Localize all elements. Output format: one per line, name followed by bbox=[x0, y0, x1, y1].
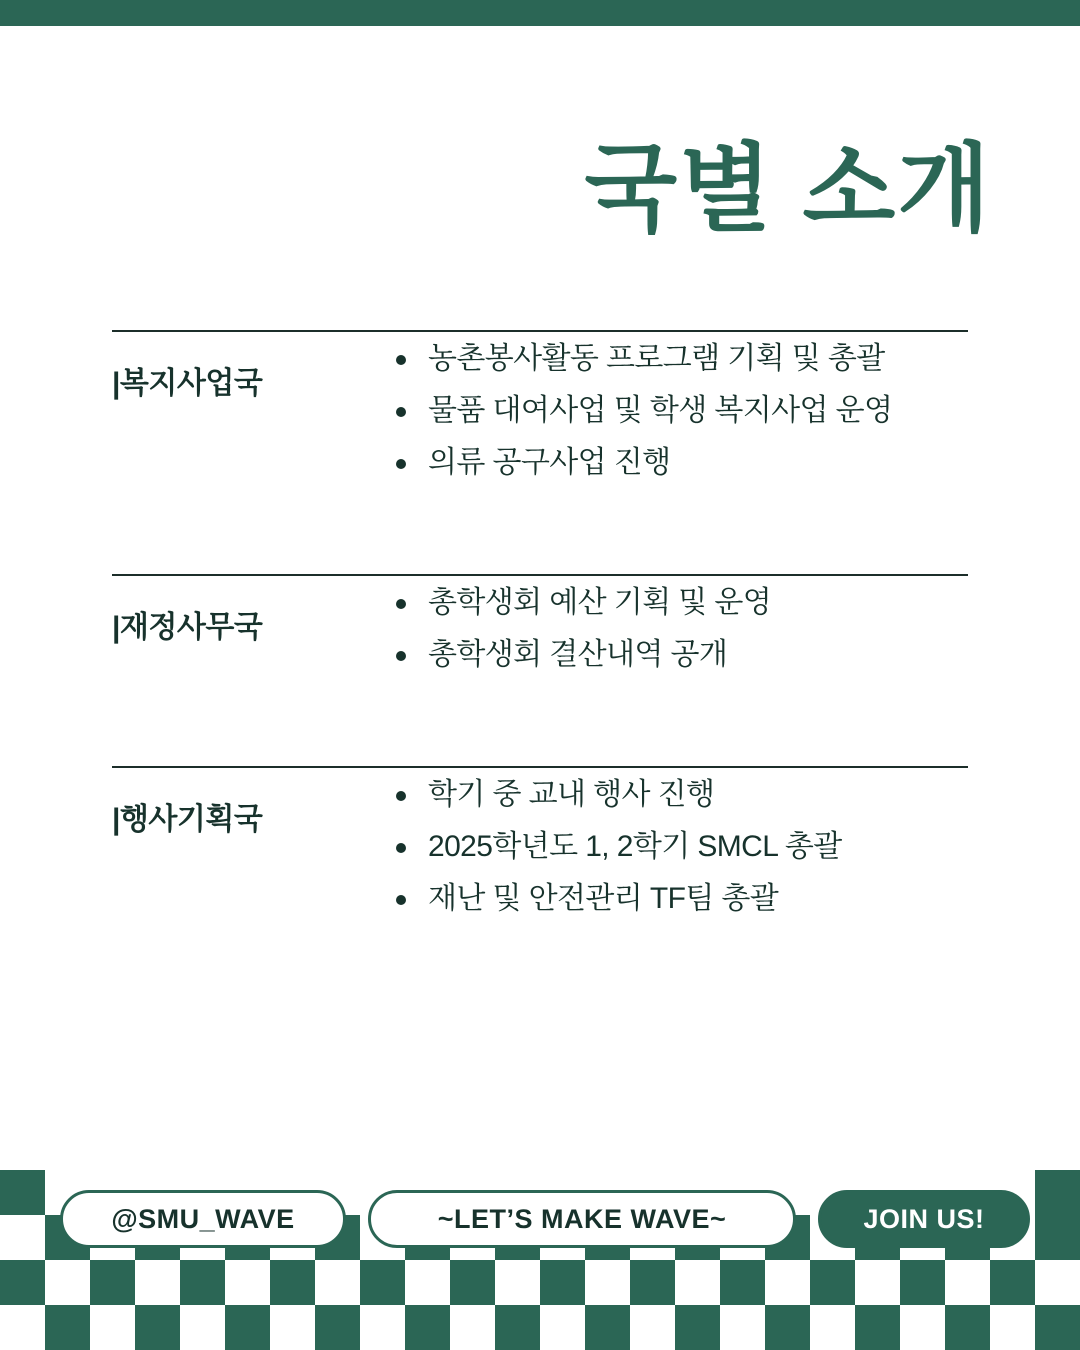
checker-cell bbox=[495, 1305, 540, 1350]
checker-cell bbox=[900, 1260, 945, 1305]
section-finance bbox=[112, 574, 968, 670]
section-label: |복지사업국 bbox=[112, 367, 263, 400]
checker-cell bbox=[360, 1260, 405, 1305]
checker-cell bbox=[675, 1260, 720, 1305]
list-item: 농촌봉사활동 프로그램 기획 및 총괄 bbox=[390, 344, 968, 374]
checker-cell bbox=[45, 1260, 90, 1305]
list-item: 총학생회 결산내역 공개 bbox=[390, 640, 968, 670]
checker-cell bbox=[540, 1260, 585, 1305]
section-welfare bbox=[112, 330, 968, 478]
checker-cell bbox=[270, 1305, 315, 1350]
page-title: 국별 소개 bbox=[584, 136, 992, 243]
checker-cell bbox=[720, 1260, 765, 1305]
checker-cell bbox=[990, 1305, 1035, 1350]
checker-cell bbox=[405, 1260, 450, 1305]
checker-cell bbox=[585, 1305, 630, 1350]
section-label: |재정사무국 bbox=[112, 611, 263, 644]
checker-cell bbox=[630, 1305, 675, 1350]
list-item: 재난 및 안전관리 TF팀 총괄 bbox=[390, 884, 968, 914]
checker-cell bbox=[90, 1260, 135, 1305]
checker-cell bbox=[315, 1305, 360, 1350]
list-item: 의류 공구사업 진행 bbox=[390, 448, 968, 478]
checker-cell bbox=[1035, 1260, 1080, 1305]
checker-cell bbox=[675, 1305, 720, 1350]
checker-cell bbox=[945, 1305, 990, 1350]
checker-cell bbox=[90, 1305, 135, 1350]
checker-cell bbox=[450, 1260, 495, 1305]
checker-cell bbox=[225, 1260, 270, 1305]
checker-cell bbox=[0, 1260, 45, 1305]
checker-cell bbox=[270, 1260, 315, 1305]
checker-cell bbox=[585, 1260, 630, 1305]
checker-cell bbox=[1035, 1215, 1080, 1260]
divider bbox=[112, 330, 968, 332]
divider bbox=[112, 574, 968, 576]
checker-cell bbox=[1035, 1305, 1080, 1350]
checker-cell bbox=[360, 1305, 405, 1350]
list-item: 물품 대여사업 및 학생 복지사업 운영 bbox=[390, 396, 968, 426]
checker-cell bbox=[765, 1260, 810, 1305]
checker-cell bbox=[135, 1305, 180, 1350]
divider bbox=[112, 766, 968, 768]
checker-cell bbox=[180, 1260, 225, 1305]
list-item: 총학생회 예산 기획 및 운영 bbox=[390, 588, 968, 618]
section-label: |행사기획국 bbox=[112, 803, 263, 836]
section-list bbox=[112, 330, 968, 914]
top-accent-bar bbox=[0, 0, 1080, 26]
checker-cell bbox=[405, 1305, 450, 1350]
checker-corner-right bbox=[1035, 1170, 1080, 1215]
list-item: 2025학년도 1, 2학기 SMCL 총괄 bbox=[390, 832, 968, 862]
checker-row bbox=[0, 1260, 1080, 1305]
checker-corner-left bbox=[0, 1170, 45, 1215]
instagram-handle-pill[interactable]: @SMU_WAVE bbox=[60, 1190, 346, 1248]
checker-cell bbox=[540, 1305, 585, 1350]
section-bullets bbox=[390, 780, 968, 914]
checker-cell bbox=[45, 1305, 90, 1350]
checker-cell bbox=[765, 1305, 810, 1350]
join-us-button[interactable]: JOIN US! bbox=[818, 1190, 1030, 1248]
checker-cell bbox=[225, 1305, 270, 1350]
checker-cell bbox=[0, 1305, 45, 1350]
checker-cell bbox=[135, 1260, 180, 1305]
checker-cell bbox=[810, 1260, 855, 1305]
checker-cell bbox=[810, 1305, 855, 1350]
section-events bbox=[112, 766, 968, 914]
checker-cell bbox=[720, 1305, 765, 1350]
checker-cell bbox=[855, 1305, 900, 1350]
checker-cell bbox=[495, 1260, 540, 1305]
section-bullets bbox=[390, 344, 968, 478]
checker-cell bbox=[450, 1305, 495, 1350]
checker-cell bbox=[900, 1305, 945, 1350]
checker-cell bbox=[0, 1215, 45, 1260]
checker-cell bbox=[630, 1260, 675, 1305]
checker-cell bbox=[945, 1260, 990, 1305]
checker-cell bbox=[855, 1260, 900, 1305]
checker-cell bbox=[180, 1305, 225, 1350]
checker-row bbox=[0, 1305, 1080, 1350]
checker-cell bbox=[315, 1260, 360, 1305]
slogan-pill: ~LET’S MAKE WAVE~ bbox=[368, 1190, 796, 1248]
section-bullets bbox=[390, 588, 968, 670]
checker-cell bbox=[990, 1260, 1035, 1305]
footer-pills bbox=[60, 1190, 1030, 1248]
list-item: 학기 중 교내 행사 진행 bbox=[390, 780, 968, 810]
